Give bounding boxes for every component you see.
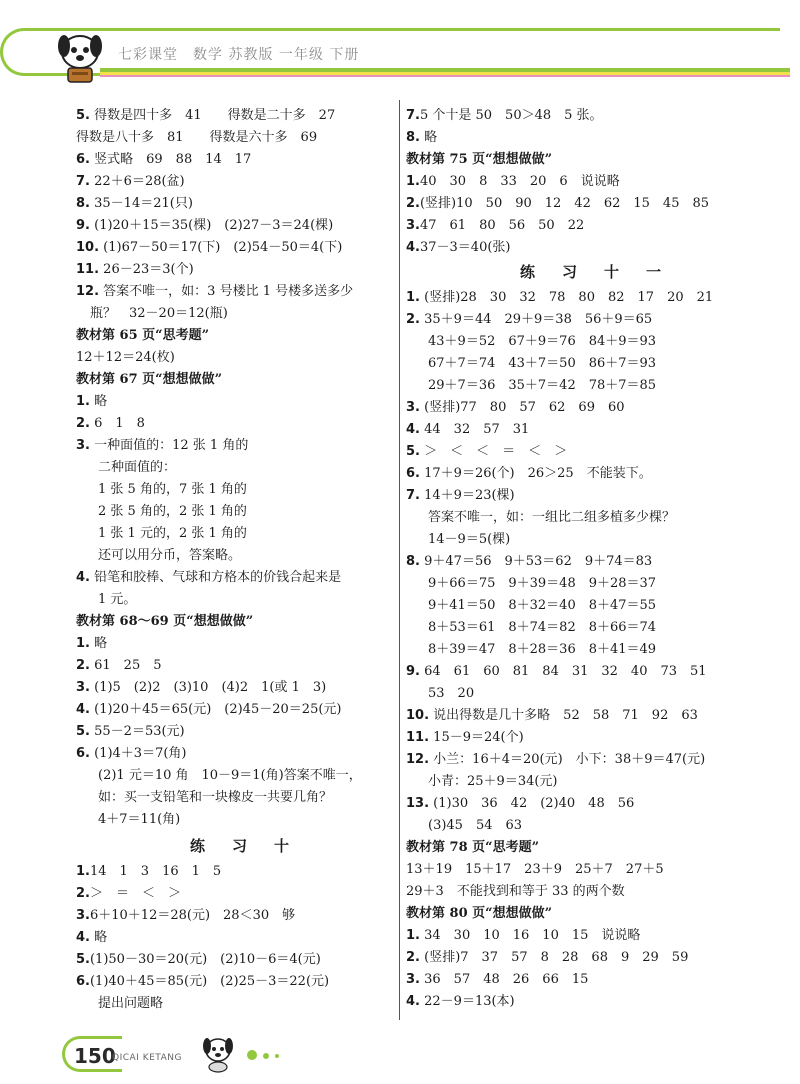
dog-mascot-icon: [48, 24, 112, 88]
item-number: 5.: [76, 108, 90, 123]
item-text: 教材第 68～69 页“想想做做”: [76, 614, 254, 629]
answer-line: [90, 306, 228, 322]
answer-line: [406, 730, 524, 746]
answer-line: [406, 664, 707, 680]
subsection-heading: [76, 614, 253, 630]
item-number: 7.: [406, 108, 420, 123]
item-text: 13＋19 15＋17 23＋9 25＋7 27＋5: [406, 862, 664, 877]
item-text: 17＋9＝26(个) 26＞25 不能装下。: [424, 466, 652, 481]
item-number: 4.: [406, 994, 420, 1009]
answer-line: [76, 930, 107, 946]
answer-line: [428, 576, 656, 592]
item-text: 64 61 60 81 84 31 32 40 73 51: [424, 664, 707, 679]
answer-line: [428, 774, 558, 790]
answer-line: [406, 196, 709, 212]
answer-line: [76, 438, 248, 454]
item-text: (1)20＋15＝35(棵) (2)27－3＝24(棵): [94, 218, 334, 233]
item-text: 22－9＝13(本): [424, 994, 515, 1009]
answer-line: [406, 554, 652, 570]
item-text: 8＋53＝61 8＋74＝82 8＋66＝74: [428, 620, 657, 635]
answer-line: [76, 130, 317, 146]
item-number: 1.: [406, 290, 420, 305]
item-number: 8.: [76, 196, 90, 211]
answer-line: [406, 488, 515, 504]
answer-line: [406, 884, 625, 900]
item-number: 2.: [406, 950, 420, 965]
answer-line: [98, 460, 176, 476]
item-number: 4.: [406, 240, 420, 255]
item-number: 5.: [76, 952, 90, 967]
answer-line: [98, 996, 163, 1012]
item-text: ＞ ＜ ＜ ＝ ＜ ＞: [424, 444, 568, 459]
item-text: 提出问题略: [98, 996, 164, 1011]
answer-line: [406, 972, 588, 988]
item-text: 14 1 3 16 1 5: [89, 864, 222, 879]
item-number: 6.: [76, 974, 90, 989]
item-text: 9＋41＝50 8＋32＝40 8＋47＝55: [428, 598, 657, 613]
item-text: 瓶？ 32－20＝12(瓶): [90, 306, 228, 321]
answer-line: [406, 444, 567, 460]
item-text: 34 30 10 16 10 15 说说略: [424, 928, 641, 943]
answer-line: [76, 152, 251, 168]
item-text: 教材第 65 页“思考题”: [76, 328, 210, 343]
answer-line: [406, 928, 640, 944]
item-text: 教材第 67 页“想想做做”: [76, 372, 223, 387]
item-text: 还可以用分币，答案略。: [98, 548, 242, 563]
item-number: 6.: [76, 746, 90, 761]
item-text: 53 20: [428, 686, 475, 701]
answer-line: [76, 908, 295, 924]
section-heading: [190, 838, 295, 854]
answer-line: [98, 812, 180, 828]
item-number: 3.: [76, 908, 90, 923]
item-text: 14＋9＝23(棵): [424, 488, 515, 503]
item-number: 10.: [406, 708, 430, 723]
answer-line: [406, 312, 652, 328]
item-text: (1)50－30＝20(元) (2)10－6＝4(元): [89, 952, 321, 967]
answer-line: [76, 262, 194, 278]
item-text: (1)4＋3＝7(角): [94, 746, 187, 761]
section-heading: [520, 264, 667, 280]
answer-line: [428, 356, 656, 372]
item-text: (2)1 元＝10 角 10－9＝1(角)答案不唯一，: [98, 768, 362, 783]
item-number: 4.: [76, 570, 90, 585]
answer-line: [76, 746, 187, 762]
answer-line: [428, 686, 474, 702]
item-text: 35＋9＝44 29＋9＝38 56＋9＝65: [424, 312, 653, 327]
item-text: (竖排)10 50 90 12 42 62 15 45 85: [419, 196, 710, 211]
item-text: 9＋47＝56 9＋53＝62 9＋74＝83: [424, 554, 653, 569]
answer-line: [76, 952, 321, 968]
item-text: (竖排)77 80 57 62 69 60: [424, 400, 625, 415]
answer-line: [406, 752, 705, 768]
item-text: 35－14＝21(只): [94, 196, 193, 211]
item-number: 3.: [76, 680, 90, 695]
item-text: 40 30 8 33 20 6 说说略: [419, 174, 620, 189]
item-text: 47 61 80 56 50 22: [419, 218, 585, 233]
item-text: 29＋7＝36 35＋7＝42 78＋7＝85: [428, 378, 657, 393]
item-text: (竖排)28 30 32 78 80 82 17 20 21: [424, 290, 714, 305]
header-title: 七彩课堂 数学 苏教版 一年级 下册: [118, 47, 360, 63]
item-text: 1 元。: [98, 592, 137, 607]
answer-line: [76, 570, 341, 586]
item-text: 61 25 5: [94, 658, 162, 673]
item-number: 3.: [406, 400, 420, 415]
answer-line: [76, 174, 185, 190]
answer-line: [76, 108, 335, 124]
item-text: 36 57 48 26 66 15: [424, 972, 589, 987]
item-text: (1)20＋45＝65(元) (2)45－20＝25(元): [94, 702, 342, 717]
answer-line: [76, 394, 107, 410]
answer-line: [76, 702, 342, 718]
answer-line: [76, 886, 181, 902]
item-text: 教材第 75 页“想想做做”: [406, 152, 553, 167]
item-number: 13.: [406, 796, 430, 811]
footer-dot: [247, 1050, 257, 1060]
item-number: 2.: [406, 312, 420, 327]
item-number: 3.: [406, 972, 420, 987]
answer-line: [76, 658, 161, 674]
answer-line: [406, 862, 664, 878]
item-text: 说出得数是几十多略 52 58 71 92 63: [433, 708, 698, 723]
answer-line: [406, 994, 515, 1010]
item-text: 9＋66＝75 9＋39＝48 9＋28＝37: [428, 576, 657, 591]
answer-line: [406, 218, 584, 234]
item-number: 1.: [406, 174, 420, 189]
answer-line: [428, 598, 656, 614]
answer-line: [406, 796, 634, 812]
item-number: 1.: [76, 636, 90, 651]
item-text: 1 张 1 元的，2 张 1 角的: [98, 526, 247, 541]
item-text: 略: [424, 130, 438, 145]
item-text: 练 习 十: [190, 837, 296, 855]
item-text: 得数是八十多 81 得数是六十多 69: [76, 130, 318, 145]
item-text: (1)5 (2)2 (3)10 (4)2 1(或 1 3): [94, 680, 327, 695]
item-number: 6.: [406, 466, 420, 481]
item-text: 67＋7＝74 43＋7＝50 86＋7＝93: [428, 356, 657, 371]
item-number: 8.: [406, 130, 420, 145]
answer-line: [76, 416, 145, 432]
answer-line: [76, 350, 175, 366]
item-text: 37－3＝40(张): [419, 240, 511, 255]
answer-line: [76, 636, 107, 652]
item-text: 略: [94, 394, 108, 409]
item-text: 4＋7＝11(角): [98, 812, 181, 827]
answer-line: [406, 466, 652, 482]
item-number: 3.: [76, 438, 90, 453]
answer-line: [98, 790, 332, 806]
answer-line: [406, 240, 510, 256]
column-divider: [399, 100, 400, 1020]
answer-line: [98, 592, 136, 608]
item-text: ＞ ＝ ＜ ＞: [89, 886, 181, 901]
answer-line: [76, 196, 193, 212]
dog-mascot-icon: [196, 1030, 240, 1074]
answer-line: [98, 504, 247, 520]
subsection-heading: [406, 840, 539, 856]
footer-dot: [263, 1053, 269, 1059]
answer-line: [406, 950, 688, 966]
item-text: (竖排)7 37 57 8 28 68 9 29 59: [424, 950, 689, 965]
page-header: [0, 0, 800, 100]
item-text: 2 张 5 角的，2 张 1 角的: [98, 504, 247, 519]
item-number: 1.: [76, 864, 90, 879]
item-text: 如：买一支铅笔和一块橡皮一共要几角？: [98, 790, 333, 805]
answer-line: [76, 680, 326, 696]
answer-line: [428, 532, 510, 548]
item-text: (1)40＋45＝85(元) (2)25－3＝22(元): [89, 974, 330, 989]
item-number: 2.: [76, 416, 90, 431]
item-text: 22＋6＝28(盆): [94, 174, 185, 189]
item-number: 9.: [406, 664, 420, 679]
item-text: 铅笔和胶棒、气球和方格本的价钱合起来是: [94, 570, 342, 585]
footer-brand: QICAI KETANG: [112, 1053, 182, 1063]
answer-line: [406, 290, 713, 306]
subsection-heading: [76, 328, 209, 344]
item-number: 12.: [406, 752, 430, 767]
answer-line: [98, 482, 247, 498]
answer-line: [76, 864, 221, 880]
item-number: 8.: [406, 554, 420, 569]
answer-line: [76, 284, 353, 300]
item-number: 3.: [406, 218, 420, 233]
item-text: 小青：25＋9＝34(元): [428, 774, 558, 789]
footer-dot: [275, 1054, 279, 1058]
answer-line: [406, 174, 620, 190]
item-number: 11.: [406, 730, 430, 745]
item-text: 6＋10＋12＝28(元) 28＜30 够: [89, 908, 296, 923]
answer-line: [76, 974, 329, 990]
answer-line: [428, 642, 656, 658]
answer-line: [406, 108, 603, 124]
item-text: 小兰：16＋4＝20(元) 小下：38＋9＝47(元): [433, 752, 706, 767]
item-number: 2.: [76, 886, 90, 901]
item-number: 1.: [76, 394, 90, 409]
item-number: 4.: [406, 422, 420, 437]
answer-line: [98, 768, 362, 784]
answer-line: [98, 526, 247, 542]
answer-line: [428, 334, 656, 350]
item-text: 得数是四十多 41 得数是二十多 27: [94, 108, 336, 123]
item-text: 教材第 80 页“想想做做”: [406, 906, 553, 921]
item-number: 10.: [76, 240, 100, 255]
answer-line: [406, 130, 437, 146]
item-text: (1)30 36 42 (2)40 48 56: [433, 796, 635, 811]
answer-line: [76, 218, 333, 234]
item-text: 12＋12＝24(枚): [76, 350, 175, 365]
subsection-heading: [406, 906, 552, 922]
item-text: (3)45 54 63: [428, 818, 523, 833]
item-text: 14－9＝5(棵): [428, 532, 511, 547]
item-number: 7.: [76, 174, 90, 189]
item-text: 答案不唯一，如：3 号楼比 1 号楼多送多少: [103, 284, 354, 299]
item-number: 11.: [76, 262, 100, 277]
item-number: 12.: [76, 284, 100, 299]
answer-line: [98, 548, 241, 564]
page-number: 150: [74, 1044, 116, 1068]
answer-line: [76, 240, 342, 256]
item-text: 略: [94, 930, 108, 945]
item-text: 5 个十是 50 50＞48 5 张。: [419, 108, 603, 123]
item-text: 练 习 十 一: [520, 263, 668, 281]
subsection-heading: [406, 152, 552, 168]
item-text: 44 32 57 31: [424, 422, 530, 437]
item-text: 55－2＝53(元): [94, 724, 185, 739]
page-footer: [0, 1020, 800, 1084]
answer-line: [406, 400, 625, 416]
item-text: 29＋3 不能找到和等于 33 的两个数: [406, 884, 625, 899]
answer-line: [428, 620, 656, 636]
item-text: 15－9＝24(个): [433, 730, 524, 745]
item-number: 5.: [406, 444, 420, 459]
item-number: 2.: [76, 658, 90, 673]
item-number: 5.: [76, 724, 90, 739]
item-text: 26－23＝3(个): [103, 262, 194, 277]
item-text: 43＋9＝52 67＋9＝76 84＋9＝93: [428, 334, 657, 349]
item-text: 答案不唯一，如：一组比二组多植多少棵？: [428, 510, 676, 525]
answer-line: [76, 724, 185, 740]
item-number: 4.: [76, 930, 90, 945]
header-band-pink: [100, 75, 790, 77]
item-number: 2.: [406, 196, 420, 211]
item-number: 6.: [76, 152, 90, 167]
item-text: 教材第 78 页“思考题”: [406, 840, 540, 855]
item-text: 6 1 8: [94, 416, 145, 431]
answer-line: [406, 422, 529, 438]
item-number: 1.: [406, 928, 420, 943]
answer-line: [428, 818, 522, 834]
item-text: 二种面值的：: [98, 460, 177, 475]
item-text: 略: [94, 636, 108, 651]
item-number: 4.: [76, 702, 90, 717]
item-text: 一种面值的：12 张 1 角的: [94, 438, 249, 453]
answer-line: [428, 510, 675, 526]
item-text: 8＋39＝47 8＋28＝36 8＋41＝49: [428, 642, 657, 657]
item-text: 1 张 5 角的，7 张 1 角的: [98, 482, 247, 497]
item-text: (1)67－50＝17(下) (2)54－50＝4(下): [103, 240, 343, 255]
subsection-heading: [76, 372, 222, 388]
item-number: 7.: [406, 488, 420, 503]
item-number: 9.: [76, 218, 90, 233]
answer-line: [406, 708, 698, 724]
item-text: 竖式略 69 88 14 17: [94, 152, 252, 167]
answer-line: [428, 378, 656, 394]
